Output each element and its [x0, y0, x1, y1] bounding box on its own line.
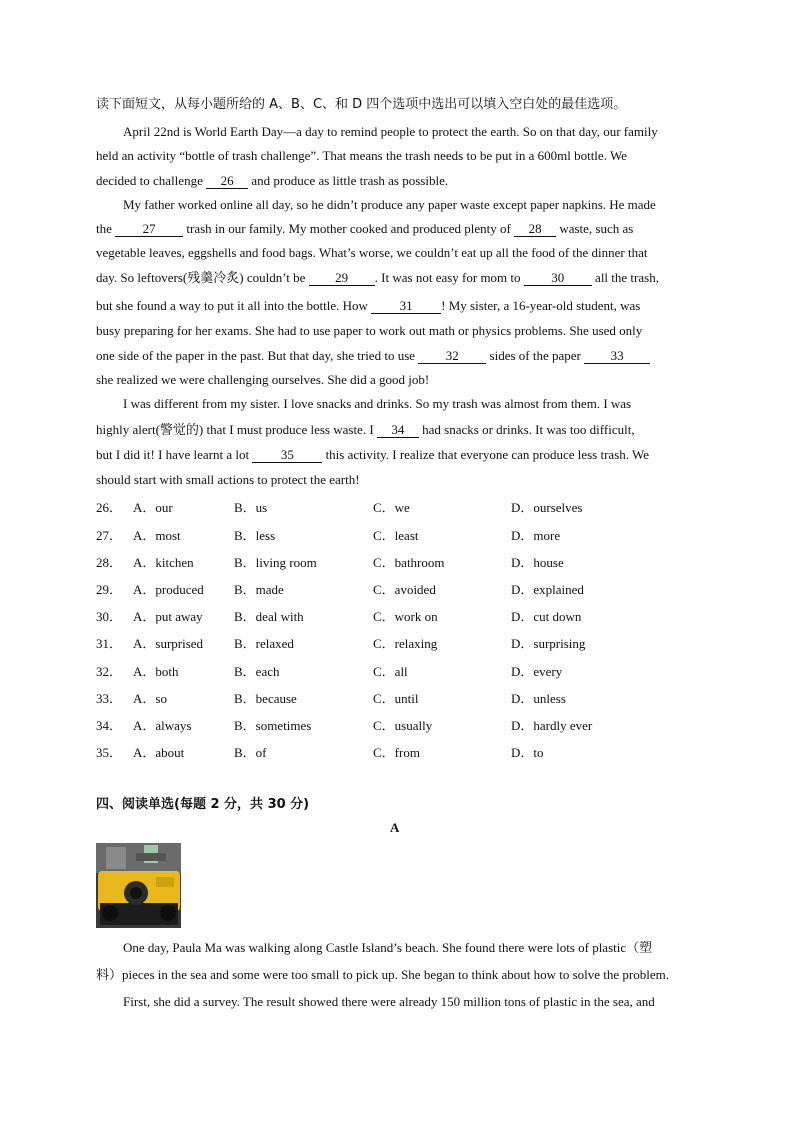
option-c[interactable]: C．avoided	[373, 582, 436, 597]
option-c[interactable]: C．relaxing	[373, 636, 438, 651]
option-a[interactable]: A．put away	[133, 609, 203, 624]
question-number: 28．	[96, 555, 123, 570]
passage-label: A	[390, 820, 400, 835]
question-number: 35．	[96, 745, 123, 760]
question-number: 30．	[96, 609, 123, 624]
question-row	[96, 525, 706, 541]
instruction-text: 读下面短文，从每小题所给的 A、B、C、和 D 四个选项中选出可以填入空白处的最佳选项。	[96, 97, 627, 112]
blank-29[interactable]: 29	[309, 271, 375, 286]
option-a[interactable]: A．our	[133, 500, 173, 515]
option-d[interactable]: D．cut down	[511, 609, 582, 624]
option-d[interactable]: D．more	[511, 528, 561, 543]
option-b[interactable]: B．made	[234, 582, 284, 597]
option-c[interactable]: C．from	[373, 745, 420, 760]
question-number: 34．	[96, 718, 123, 733]
question-row	[96, 552, 706, 568]
blank-30[interactable]: 30	[524, 271, 592, 286]
section-title: 四、阅读单选(每题 2 分，共 30 分)	[96, 797, 310, 812]
option-b[interactable]: B．sometimes	[234, 718, 312, 733]
robot-device-image	[96, 843, 181, 928]
passage-line: one side of the paper in the past. But that day, she tried to use 32 sides of the paper 33	[96, 348, 650, 364]
reading-line: One day, Paula Ma was walking along Castle Island’s beach. She found there were lots of plastic（塑	[123, 940, 653, 956]
passage-line: should start with small actions to protect the earth!	[96, 472, 360, 487]
blank-32[interactable]: 32	[418, 349, 486, 364]
question-number: 27．	[96, 528, 123, 543]
option-b[interactable]: B．living room	[234, 555, 317, 570]
option-d[interactable]: D．surprising	[511, 636, 586, 651]
passage-line: but I did it! I have learnt a lot 35 this activity. I realize that everyone can produce less trash. We	[96, 447, 650, 462]
option-a[interactable]: A．always	[133, 718, 192, 733]
question-row	[96, 742, 706, 758]
option-b[interactable]: B．because	[234, 691, 297, 706]
question-number: 29．	[96, 582, 123, 597]
option-d[interactable]: D．to	[511, 745, 544, 760]
passage-photo	[96, 843, 181, 928]
question-number: 33．	[96, 691, 123, 706]
option-d[interactable]: D．unless	[511, 691, 566, 706]
option-b[interactable]: B．deal with	[234, 609, 304, 624]
option-a[interactable]: A．so	[133, 691, 167, 706]
question-number: 32．	[96, 664, 123, 679]
blank-35[interactable]: 35	[252, 448, 322, 463]
reading-line: First, she did a survey. The result showed there were already 150 million tons of plastic in the sea, and	[123, 994, 655, 1009]
blank-26[interactable]: 26	[206, 174, 248, 189]
question-row	[96, 688, 706, 704]
question-number: 26．	[96, 500, 123, 515]
passage-line: but she found a way to put it all into the bottle. How 31 ! My sister, a 16-year-old student, was	[96, 298, 641, 313]
option-a[interactable]: A．both	[133, 664, 179, 679]
option-c[interactable]: C．we	[373, 500, 410, 515]
passage-line: day. So leftovers(残羹冷炙) couldn’t be 29 . It was not easy for mom to 30 all the trash,	[96, 270, 659, 286]
option-a[interactable]: A．produced	[133, 582, 204, 597]
passage-line: vegetable leaves, eggshells and food bags. What’s worse, we couldn’t eat up all the food of the dinner that	[96, 245, 648, 260]
passage-line: she realized we were challenging ourselves. She did a good job!	[96, 372, 430, 387]
option-b[interactable]: B．less	[234, 528, 276, 543]
question-row	[96, 661, 706, 677]
option-c[interactable]: C．least	[373, 528, 419, 543]
passage-line: decided to challenge 26 and produce as little trash as possible.	[96, 173, 449, 188]
option-a[interactable]: A．about	[133, 745, 185, 760]
question-row	[96, 633, 706, 649]
question-number: 31．	[96, 636, 123, 651]
option-d[interactable]: D．hardly ever	[511, 718, 593, 733]
option-a[interactable]: A．most	[133, 528, 181, 543]
option-c[interactable]: C．work on	[373, 609, 438, 624]
question-row	[96, 579, 706, 595]
passage-line: held an activity “bottle of trash challenge”. That means the trash needs to be put in a 600ml bottle. We	[96, 148, 627, 163]
option-c[interactable]: C．bathroom	[373, 555, 445, 570]
passage-line: the 27 trash in our family. My mother cooked and produced plenty of 28 waste, such as	[96, 221, 634, 236]
option-c[interactable]: C．usually	[373, 718, 433, 733]
option-b[interactable]: B．us	[234, 500, 268, 515]
option-d[interactable]: D．every	[511, 664, 563, 679]
blank-33[interactable]: 33	[584, 349, 650, 364]
blank-28[interactable]: 28	[514, 222, 556, 237]
option-b[interactable]: B．each	[234, 664, 280, 679]
passage-line: April 22nd is World Earth Day—a day to remind people to protect the earth. So on that day, our family	[123, 124, 658, 139]
passage-line: I was different from my sister. I love snacks and drinks. So my trash was almost from them. I was	[123, 396, 632, 411]
question-row	[96, 715, 706, 731]
option-a[interactable]: A．surprised	[133, 636, 204, 651]
question-row	[96, 497, 706, 513]
passage-line: busy preparing for her exams. She had to use paper to work out math or physics problems. She used only	[96, 323, 643, 338]
option-c[interactable]: C．until	[373, 691, 419, 706]
blank-31[interactable]: 31	[371, 299, 441, 314]
question-row	[96, 606, 706, 622]
option-c[interactable]: C．all	[373, 664, 408, 679]
blank-34[interactable]: 34	[377, 423, 419, 438]
option-d[interactable]: D．house	[511, 555, 564, 570]
passage-line: My father worked online all day, so he didn’t produce any paper waste except paper napkins. He made	[123, 197, 656, 212]
option-d[interactable]: D．ourselves	[511, 500, 583, 515]
passage-line: highly alert(警觉的) that I must produce less waste. I 34 had snacks or drinks. It was too difficult,	[96, 422, 635, 438]
blank-27[interactable]: 27	[115, 222, 183, 237]
option-d[interactable]: D．explained	[511, 582, 584, 597]
reading-line: 料）pieces in the sea and some were too small to pick up. She began to think about how to solve the problem.	[96, 967, 669, 983]
option-b[interactable]: B．of	[234, 745, 267, 760]
option-b[interactable]: B．relaxed	[234, 636, 294, 651]
option-a[interactable]: A．kitchen	[133, 555, 194, 570]
